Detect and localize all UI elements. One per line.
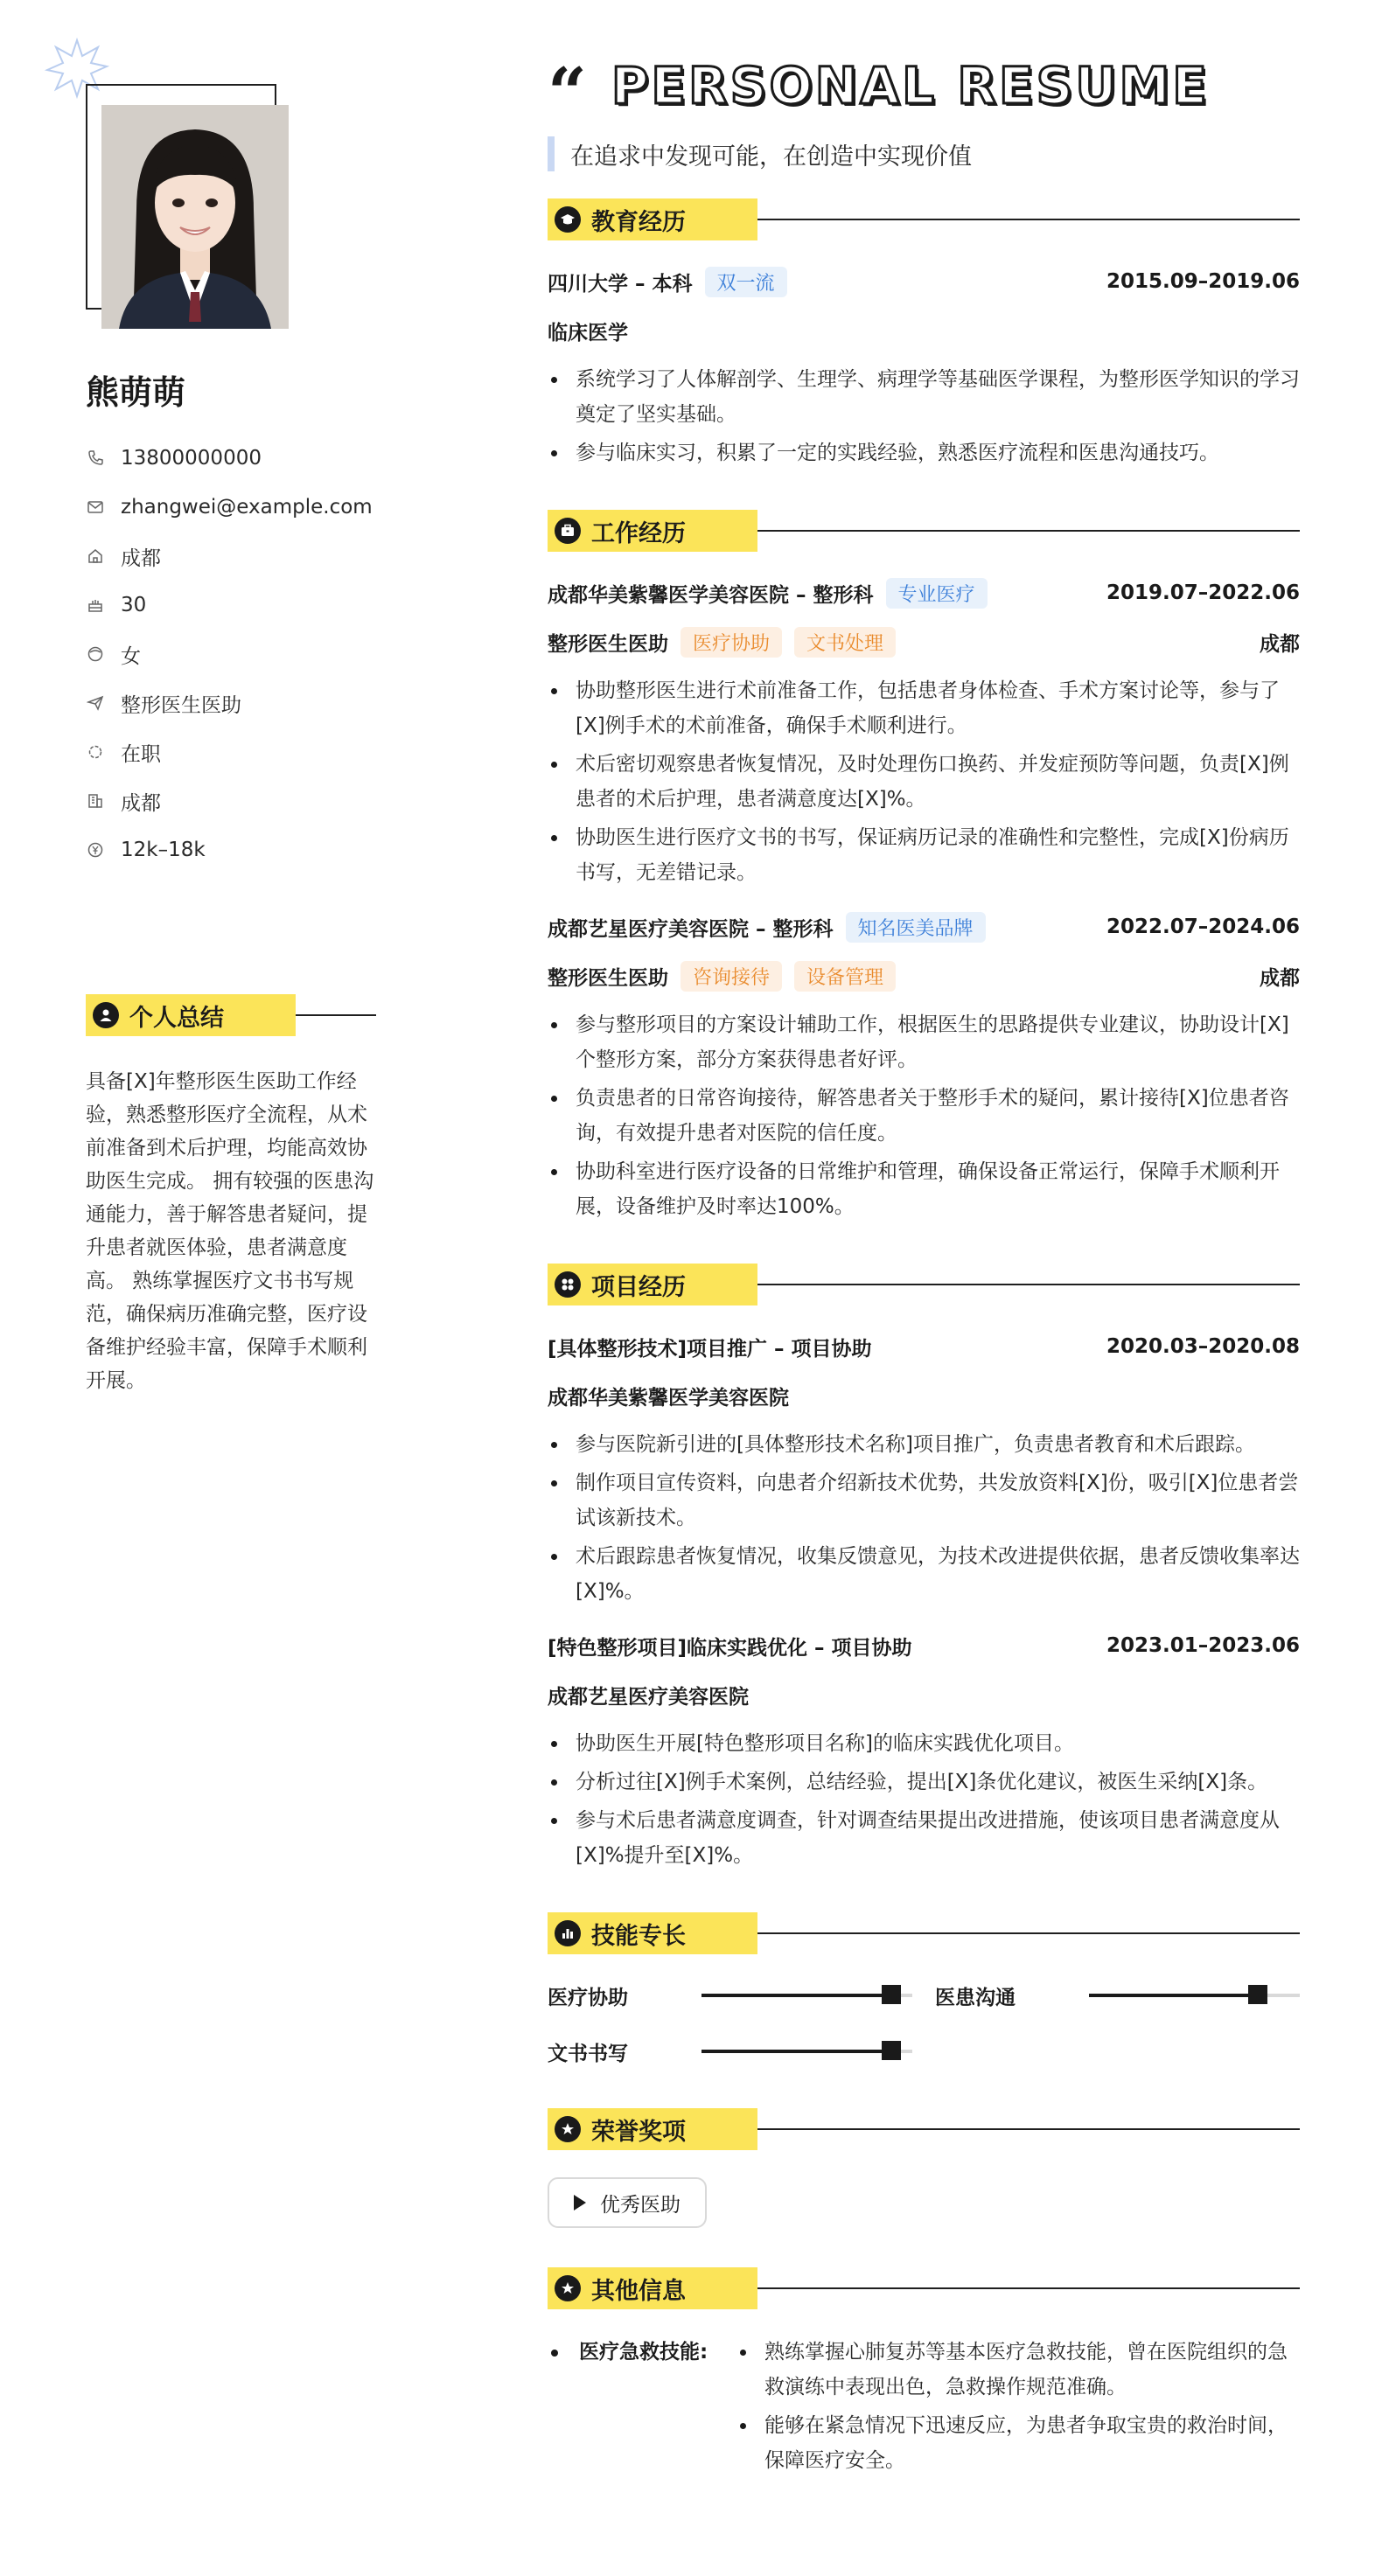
summary-section-header — [86, 993, 376, 1037]
list-item: 参与临床实习，积累了一定的实践经验，熟悉医疗流程和医患沟通技巧。 — [548, 435, 1300, 470]
cake-icon — [86, 595, 105, 615]
award-text: 优秀医助 — [600, 2193, 681, 2217]
education-section-header — [548, 198, 1300, 241]
project-entry-1 — [548, 1329, 1300, 1609]
project-name: [特色整形项目]临床实践优化 – 项目协助 — [548, 1636, 912, 1660]
education-entry-row — [548, 264, 1300, 299]
list-item: 协助医生开展[特色整形项目名称]的临床实践优化项目。 — [548, 1726, 1300, 1761]
list-item: 协助医生进行医疗文书的书写，保证病历记录的准确性和完整性，完成[X]份病历书写，无差错记录。 — [548, 820, 1300, 890]
info-text-salary: 12k–18k — [121, 839, 206, 861]
project-entry-2 — [548, 1628, 1300, 1873]
work-entry-row — [548, 575, 1300, 610]
skill-fill — [1089, 1994, 1258, 1997]
skills-section-header — [548, 1911, 1300, 1955]
candidate-name: 熊萌萌 — [86, 373, 186, 412]
work-company: 成都华美紫馨医学美容医院 – 整形科 — [548, 583, 874, 607]
info-text-position: 整形医生医助 — [121, 693, 241, 717]
summary-header-line — [296, 1014, 376, 1016]
info-row-city — [86, 776, 453, 825]
other-info-entry — [548, 2335, 1300, 2482]
education-major-row — [548, 313, 1300, 348]
list-item: 协助科室进行医疗设备的日常维护和管理，确保设备正常运行，保障手术顺利开展，设备维护及时率达100%。 — [548, 1154, 1300, 1224]
work-date: 2022.07–2024.06 — [1106, 916, 1300, 938]
info-row-position — [86, 679, 453, 728]
work-city: 成都 — [1260, 632, 1300, 656]
work-tag: 知名医美品牌 — [846, 912, 986, 943]
other-label: 医疗急救技能: — [579, 2341, 708, 2364]
mail-icon — [86, 498, 105, 517]
skill-knob — [1248, 1985, 1267, 2004]
honors-list — [548, 2177, 1300, 2228]
education-title: 教育经历 — [591, 208, 686, 236]
work-date: 2019.07–2022.06 — [1106, 581, 1300, 604]
motto — [548, 136, 1300, 171]
list-item: 术后密切观察患者恢复情况，及时处理伤口换药、并发症预防等问题，负责[X]例患者的术后护理，患者满意度达[X]%。 — [548, 747, 1300, 817]
work-section-header — [548, 509, 1300, 553]
education-header-line — [757, 219, 1300, 220]
project-bullets — [548, 1427, 1300, 1609]
info-icon — [555, 2275, 581, 2301]
skill-knob — [882, 1985, 901, 2004]
home-icon — [86, 547, 105, 566]
bullet-dot — [551, 2350, 558, 2357]
education-header-bar — [548, 198, 757, 240]
salary-icon — [86, 840, 105, 860]
projects-title: 项目经历 — [591, 1273, 686, 1301]
info-text-phone: 13800000000 — [121, 447, 262, 470]
info-text-location: 成都 — [121, 547, 161, 570]
project-date: 2020.03–2020.08 — [1106, 1335, 1300, 1358]
work-skill-tag: 设备管理 — [794, 961, 896, 992]
work-bullets — [548, 1007, 1300, 1224]
projects-header-line — [757, 1284, 1300, 1285]
skills-grid — [548, 1978, 1300, 2069]
other-section-header — [548, 2266, 1300, 2310]
info-row-salary — [86, 825, 453, 874]
list-item: 分析过往[X]例手术案例，总结经验，提出[X]条优化建议，被医生采纳[X]条。 — [548, 1765, 1300, 1800]
education-school: 四川大学 – 本科 — [548, 272, 693, 296]
summary-header-bar — [86, 994, 296, 1036]
info-row-location — [86, 532, 453, 581]
skill-track — [1089, 1994, 1300, 1997]
skill-item — [548, 1978, 912, 2013]
work-skill-tag: 咨询接待 — [681, 961, 782, 992]
education-major: 临床医学 — [548, 321, 628, 345]
list-item: 负责患者的日常咨询接待，解答患者关于整形手术的疑问，累计接待[X]位患者咨询，有效提升患者对医院的信任度。 — [548, 1081, 1300, 1151]
info-row-age — [86, 581, 453, 630]
project-date: 2023.01–2023.06 — [1106, 1634, 1300, 1657]
list-item: 参与医院新引进的[具体整形技术名称]项目推广，负责患者教育和术后跟踪。 — [548, 1427, 1300, 1462]
work-role-row — [548, 958, 1300, 993]
gender-icon — [86, 644, 105, 664]
work-tag: 专业医疗 — [886, 578, 988, 609]
honors-title: 荣誉奖项 — [591, 2118, 686, 2146]
medal-icon — [555, 2116, 581, 2142]
work-entry-row — [548, 909, 1300, 944]
list-item: 参与术后患者满意度调查，针对调查结果提出改进措施，使该项目患者满意度从[X]%提升至[X]%。 — [548, 1803, 1300, 1873]
info-text-city: 成都 — [121, 791, 161, 815]
skills-title: 技能专长 — [591, 1922, 686, 1950]
project-name: [具体整形技术]项目推广 – 项目协助 — [548, 1337, 872, 1361]
skill-name: 医疗协助 — [548, 1986, 628, 2009]
profile-photo — [101, 105, 289, 329]
contact-info-list — [86, 434, 453, 874]
list-item: 熟练掌握心肺复苏等基本医疗急救技能，曾在医院组织的急救演练中表现出色，急救操作规范准确。 — [736, 2335, 1300, 2405]
work-header-bar — [548, 510, 757, 552]
other-header-line — [757, 2287, 1300, 2289]
summary-text: 具备[X]年整形医生医助工作经验，熟悉整形医疗全流程，从术前准备到术后护理，均能高效协助医生完成。 拥有较强的医患沟通能力，善于解答患者疑问，提升患者就医体验，患者满意度高。 熟练掌握医疗文书书写规范，确保病历准确完整，医疗设备维护经验丰富，保障手术顺利开展。 — [86, 1070, 374, 1392]
project-entry-row — [548, 1329, 1300, 1364]
other-header-bar — [548, 2267, 757, 2309]
honors-header-line — [757, 2128, 1300, 2130]
skill-item — [935, 1978, 1300, 2013]
phone-icon — [86, 449, 105, 468]
skill-item — [548, 2034, 912, 2069]
project-org-row — [548, 1378, 1300, 1413]
grid-icon — [555, 1271, 581, 1298]
list-item: 系统学习了人体解剖学、生理学、病理学等基础医学课程，为整形医学知识的学习奠定了坚实基础。 — [548, 362, 1300, 432]
building-icon — [86, 791, 105, 811]
list-item: 能够在紧急情况下迅速反应，为患者争取宝贵的救治时间，保障医疗安全。 — [736, 2408, 1300, 2478]
other-title: 其他信息 — [591, 2277, 686, 2305]
skills-header-line — [757, 1932, 1300, 1934]
education-tag: 双一流 — [705, 267, 787, 297]
project-org: 成都华美紫馨医学美容医院 — [548, 1386, 789, 1410]
skill-track — [701, 1994, 912, 1997]
work-city: 成都 — [1260, 966, 1300, 990]
play-icon — [574, 2195, 586, 2210]
info-row-phone — [86, 434, 453, 483]
send-icon — [86, 693, 105, 713]
project-bullets — [548, 1726, 1300, 1873]
user-icon — [93, 1002, 119, 1028]
education-date: 2015.09–2019.06 — [1106, 270, 1300, 293]
info-text-gender: 女 — [121, 644, 141, 668]
skill-fill — [701, 2050, 891, 2053]
motto-text: 在追求中发现可能，在创造中实现价值 — [570, 143, 972, 171]
resume-title: PERSONAL RESUME — [611, 56, 1210, 115]
work-title: 工作经历 — [591, 519, 686, 547]
education-entry — [548, 264, 1300, 470]
briefcase-icon — [555, 518, 581, 544]
skill-name: 医患沟通 — [935, 1986, 1016, 2009]
skill-knob — [882, 2041, 901, 2060]
work-role: 整形医生医助 — [548, 632, 668, 656]
projects-section-header — [548, 1263, 1300, 1306]
education-bullets — [548, 362, 1300, 470]
honors-header-bar — [548, 2108, 757, 2150]
project-entry-row — [548, 1628, 1300, 1663]
work-entry-1 — [548, 575, 1300, 890]
skill-fill — [701, 1994, 891, 1997]
award-chip — [548, 2177, 707, 2228]
list-item: 协助整形医生进行术前准备工作，包括患者身体检查、手术方案讨论等，参与了[X]例手术的术前准备，确保手术顺利进行。 — [548, 673, 1300, 743]
info-text-email: zhangwei@example.com — [121, 496, 373, 519]
list-item: 制作项目宣传资料，向患者介绍新技术优势，共发放资料[X]份，吸引[X]位患者尝试该新技术。 — [548, 1466, 1300, 1535]
honors-section-header — [548, 2107, 1300, 2151]
work-skill-tag: 医疗协助 — [681, 627, 782, 658]
quote-mark-icon: “ — [548, 53, 587, 133]
bar-chart-icon — [555, 1920, 581, 1946]
status-icon — [86, 742, 105, 762]
work-entry-2 — [548, 909, 1300, 1224]
projects-header-bar — [548, 1264, 757, 1305]
work-bullets — [548, 673, 1300, 890]
work-role-row — [548, 624, 1300, 659]
work-role: 整形医生医助 — [548, 966, 668, 990]
info-row-gender — [86, 630, 453, 679]
skill-track — [701, 2050, 912, 2053]
project-org-row — [548, 1677, 1300, 1712]
other-bullets — [736, 2335, 1300, 2482]
info-text-status: 在职 — [121, 742, 161, 766]
info-text-age: 30 — [121, 594, 147, 616]
graduation-cap-icon — [555, 206, 581, 233]
info-row-status — [86, 728, 453, 776]
project-org: 成都艺星医疗美容医院 — [548, 1685, 749, 1709]
list-item: 术后跟踪患者恢复情况，收集反馈意见，为技术改进提供依据，患者反馈收集率达[X]%。 — [548, 1539, 1300, 1609]
skill-name: 文书书写 — [548, 2042, 628, 2065]
main-content — [548, 44, 1300, 2482]
work-skill-tag: 文书处理 — [794, 627, 896, 658]
work-company: 成都艺星医疗美容医院 – 整形科 — [548, 917, 834, 941]
summary-title: 个人总结 — [129, 1004, 224, 1032]
work-header-line — [757, 530, 1300, 532]
motto-bar — [548, 136, 555, 171]
skills-header-bar — [548, 1912, 757, 1954]
info-row-email — [86, 483, 453, 532]
list-item: 参与整形项目的方案设计辅助工作，根据医生的思路提供专业建议，协助设计[X]个整形方案，部分方案获得患者好评。 — [548, 1007, 1300, 1077]
resume-headline — [548, 44, 1300, 133]
